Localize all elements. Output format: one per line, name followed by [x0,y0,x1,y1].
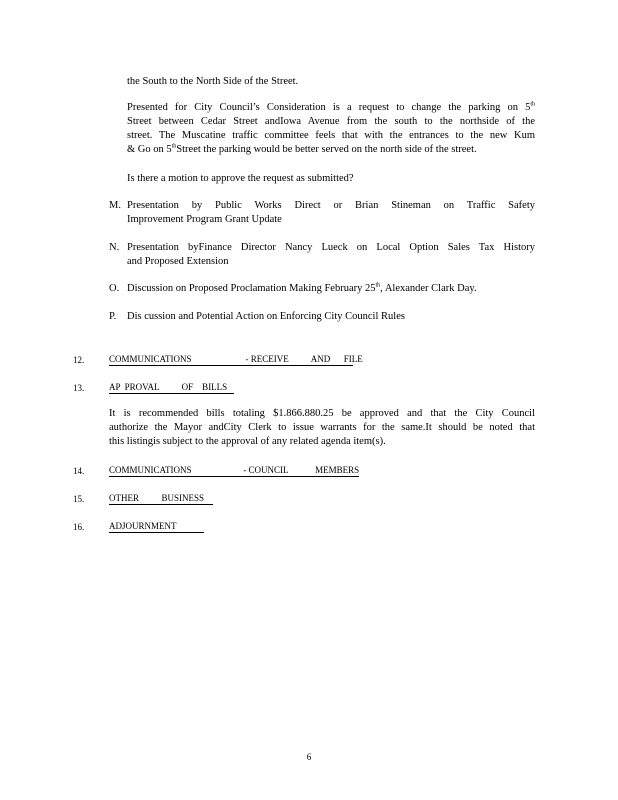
section-title-other-business: OTHER BUSINESS [109,492,213,505]
motion-question: Is there a motion to approve the request as submitted? [127,173,354,184]
item-text: Improvement Program Grant Update [127,214,282,225]
paragraph-line: this listingis subject to the approval of any related agenda item(s). [109,436,386,447]
item-letter: N. [109,242,120,253]
section-number: 14. [73,466,85,476]
item-text: and Proposed Extension [127,256,229,267]
section-number: 12. [73,355,85,365]
paragraph-line: It is recommended bills totaling $1.866.880.25 be approved and that the City Council [109,408,535,419]
bills-paragraph [109,407,535,449]
paragraph-line: Street between Cedar Street andIowa Avenue from the south to the northside of the [127,116,535,127]
section-number: 16. [73,522,85,532]
item-text: Presentation by Public Works Direct or Brian Stineman on Traffic Safety [127,200,535,211]
paragraph-line: authorize the Mayor andCity Clerk to issue warrants for the same.It should be noted that [109,422,535,433]
paragraph-line: street. The Muscatine traffic committee feels that with the entrances to the new Kum [127,130,535,141]
section-number: 13. [73,383,85,393]
continued-line [127,75,298,89]
page-number: 6 [306,752,312,762]
item-letter: O. [109,283,120,294]
parking-request-paragraph [127,101,535,157]
paragraph-line: & Go on 5thStreet the parking would be better served on the north side of the street. [127,143,477,155]
continued-text: the South to the North Side of the Street. [127,76,299,87]
item-letter: M. [109,200,121,211]
section-title-communications-council: COMMUNICATIONS - COUNCIL MEMBERS [109,465,360,475]
item-text: Presentation byFinance Director Nancy Lueck on Local Option Sales Tax History [127,242,535,253]
paragraph-line: Presented for City Council’s Consideration is a request to change the parking on 5th [127,101,535,113]
item-letter: P. [109,311,117,322]
section-title-adjournment: ADJOURNMENT [109,520,204,533]
item-text: Discussion on Proposed Proclamation Making February 25th, Alexander Clark Day. [127,282,477,294]
section-title-communications-receive: COMMUNICATIONS - RECEIVE AND FILE [109,354,363,364]
section-number: 15. [73,494,85,504]
item-text: Dis cussion and Potential Action on Enforcing City Council Rules [127,311,405,322]
section-title-approval-of-bills: AP PROVAL OF BILLS [109,381,234,394]
